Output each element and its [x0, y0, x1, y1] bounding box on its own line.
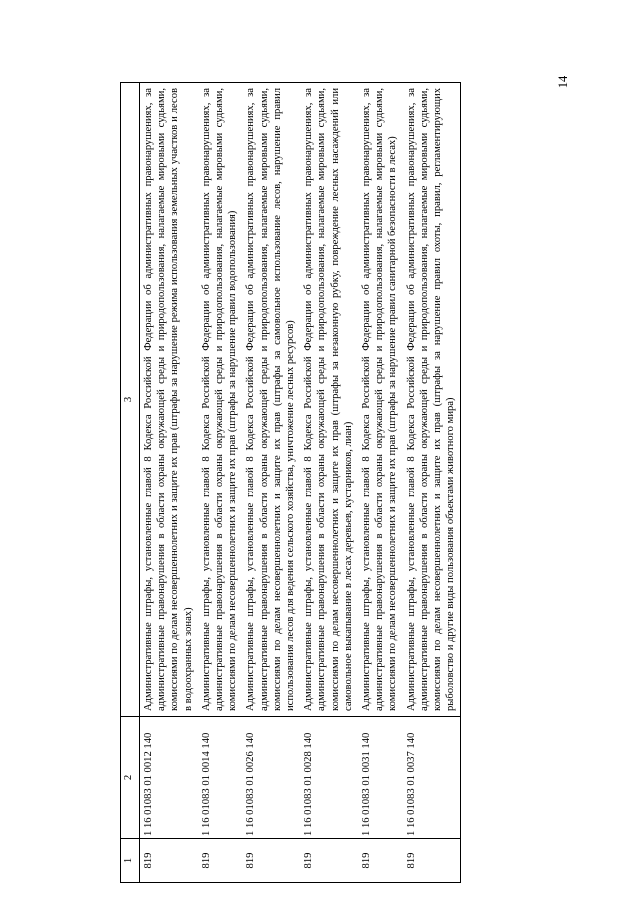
- revenue-code-cell: 1 16 01083 01 0014 140: [198, 717, 243, 839]
- description-cell: Административные штрафы, установленные главой 8 Кодекса Российской Федерации об административных правонарушениях, за административные правонарушения в области охраны окружающей среды и природопользования, налагаемые мировыми судьями, комиссиями по делам несовершеннолетних и защите их прав (штрафы за нарушение режима использования земельных участков и лесов в водоохранных зонах): [140, 83, 198, 717]
- revenue-code-cell: 1 16 01083 01 0031 140: [358, 717, 403, 839]
- table-row: [242, 83, 300, 883]
- table-row: [198, 83, 243, 883]
- admin-code-cell: 819: [358, 839, 403, 883]
- table-row: [358, 83, 403, 883]
- rotated-table-container: [120, 83, 540, 883]
- description-cell: Административные штрафы, установленные главой 8 Кодекса Российской Федерации об административных правонарушениях, за административные правонарушения в области охраны окружающей среды и природопользования, налагаемые мировыми судьями, комиссиями по делам несовершеннолетних и защите их прав (штрафы за нарушение правил водопользования): [198, 83, 243, 717]
- table-row: [403, 83, 461, 883]
- revenue-code-cell: 1 16 01083 01 0037 140: [403, 717, 461, 839]
- revenue-code-cell: 1 16 01083 01 0026 140: [242, 717, 300, 839]
- admin-code-cell: 819: [140, 839, 198, 883]
- table-header-row: [121, 83, 140, 883]
- admin-code-cell: 819: [403, 839, 461, 883]
- header-col-2: 2: [121, 717, 140, 839]
- description-cell: Административные штрафы, установленные главой 8 Кодекса Российской Федерации об административных правонарушениях, за административные правонарушения в области охраны окружающей среды и природопользования, налагаемые мировыми судьями, комиссиями по делам несовершеннолетних и защите их прав (штрафы за самовольное использование лесов, нарушение правил использования лесов для ведения сельского хозяйства, уничтожение лесных ресурсов): [242, 83, 300, 717]
- header-col-1: 1: [121, 839, 140, 883]
- revenue-code-cell: 1 16 01083 01 0012 140: [140, 717, 198, 839]
- admin-code-cell: 819: [242, 839, 300, 883]
- description-cell: Административные штрафы, установленные главой 8 Кодекса Российской Федерации об административных правонарушениях, за административные правонарушения в области охраны окружающей среды и природопользования, налагаемые мировыми судьями, комиссиями по делам несовершеннолетних и защите их прав (штрафы за нарушение правил охоты, правил, регламентирующих рыболовство и другие виды пользования объектами животного мира): [403, 83, 461, 717]
- revenue-codes-table: [120, 82, 461, 883]
- admin-code-cell: 819: [300, 839, 358, 883]
- description-cell: Административные штрафы, установленные главой 8 Кодекса Российской Федерации об административных правонарушениях, за административные правонарушения в области охраны окружающей среды и природопользования, налагаемые мировыми судьями, комиссиями по делам несовершеннолетних и защите их прав (штрафы за нарушение правил санитарной безопасности в лесах): [358, 83, 403, 717]
- table-row: [140, 83, 198, 883]
- revenue-code-cell: 1 16 01083 01 0028 140: [300, 717, 358, 839]
- admin-code-cell: 819: [198, 839, 243, 883]
- header-col-3: 3: [121, 83, 140, 717]
- table-row: [300, 83, 358, 883]
- page-number: 14: [556, 75, 570, 89]
- description-cell: Административные штрафы, установленные главой 8 Кодекса Российской Федерации об административных правонарушениях, за административные правонарушения в области охраны окружающей среды и природопользования, налагаемые мировыми судьями, комиссиями по делам несовершеннолетних и защите их прав (штрафы за незаконную рубку, повреждение лесных насаждений или самовольное выкапывание в лесах деревьев, кустарников, лиан): [300, 83, 358, 717]
